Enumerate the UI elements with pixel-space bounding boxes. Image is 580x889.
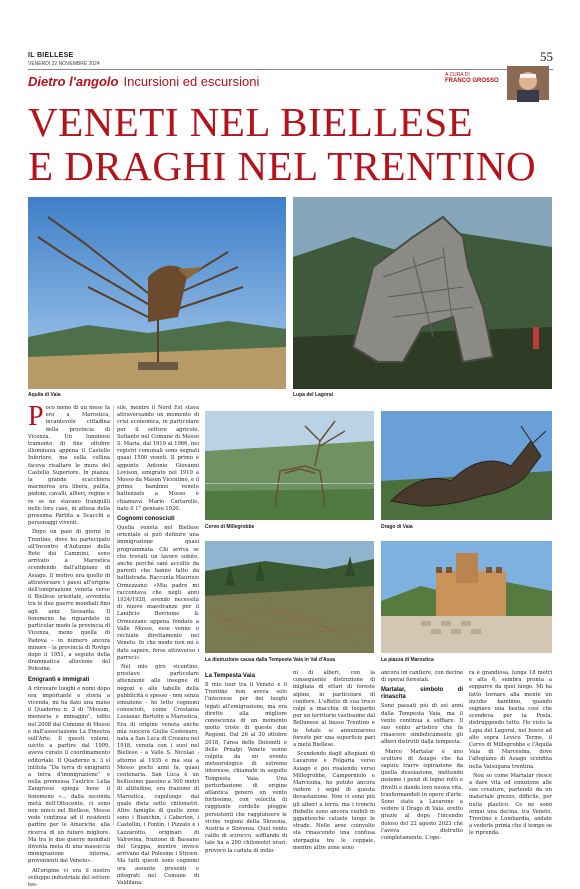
caption-storm: La distruzione causa dalla Tempesta Vaia in Val d'Assa: [205, 657, 336, 663]
headline-line-1: VENETI NEL BIELLESE: [28, 99, 474, 145]
article-column-6: [469, 670, 552, 837]
deer-photo: [205, 411, 374, 520]
subheading: Emigranti e immigrati: [28, 676, 90, 683]
paragraph: Nel mio giro vicentino, prestavo particolare attenzione alle insegne di negozi e alle tabelle della pubblicità e spesso - non senza emozione - ho letto cognomi conosciuti, come Crestania Lusianac Bertolin a Marostica, Era di origine veneta anche mia suocera Giulia Costenaro, nata a San Luca di Crosara nel 1918, venuta con i suoi nel Biellese - a Valle S. Nicolao - attorno al 1935 e ma sua a Mosso pochi anni fa, quasi centenaria. San Luca è un bellissimo paesino a 500 metri di altitudine, ora frazione di Marostica, capoluogo dal quale dista sette chilometri. Altre famiglie di quelle zone sono i Bianchin, i Caberlon, i Castellin, i Fontin, i Pizzato e i Lazzarotto, originari di Valrovina, frazione di Bassano del Grappa, mentre invece arrivano dal Polesine i Stivien. Ma tutti questi sono cognomi ora assunto presenti e integrati nel Comune di Valdilana.: [117, 663, 199, 886]
paragraph: Sono passati più di sei anni dalla Tempesta Vaia, ma il vento continua a soffiare. Il suo vento artistico che fa rinascere simbolicamente gli alberi distrutti dalla tempesta.: [381, 703, 463, 746]
header-rule: [28, 69, 553, 70]
wolf-photo: [293, 197, 552, 389]
dragon-photo: [381, 411, 552, 520]
caption-dragon: Drago di Vaia: [381, 524, 413, 530]
subheading: La Tempesta Vaia: [205, 673, 255, 679]
paragraph: A ritrovare luoghi e nomi dopo era importante e storia a vicenda, mi ha dato una mano il Quaderno n. 3 di “Mosum, memoria e immagini”, edito nel 2008 dal Comune di Mosso e dall'associazione La Finestra sull'Arte. Il questi volumi, uscito a partire dal 1999, aveva curato il coordinamento editoriale. Il Quaderno n. 3 si intitola “Da terra di emigranti a terra d'immigrazione” e nella premessa l'autrice Lelia Zangrossi spiega bene il fenomeno «... dalla seconda metà dell'Ottocento, ci sono non unico nel Biellese, Mosso vede continua ad il residenti partire per le Americhe, alla ricerca di un futuro migliore. Ma tra le due guerre mondiali diventa meta di una massiccia immigrazione interna, provenienti dal Veneto».: [28, 685, 110, 865]
paragraph: Non so come Martalar riesce a dare vita ed emozione alle sue creature, partendo da un materiale grezzo, difficile, per nulla plastico. Ce ne sono ormai una decina, tra Veneto, Trentino e Lombardia, andate a vederle prima che il tempo se le riprenda.: [469, 772, 552, 837]
paragraph: ni di alberi, con la conseguente distruzione di migliaia di ettari di foreste alpine, in particolare di conifere. L'effetto di sua troco colpì a macchia di leopardo per un territorio vastissimo dal Bellunese al basso Trentino e in totale si annunzarono foreste per una superficie pari a metà Biellese.: [293, 670, 375, 749]
caption-piazza: La piazza di Marostica: [381, 657, 434, 663]
article-column-2: [117, 405, 199, 886]
paragraph: Quella veneta nel Biellese orientale si può definire una immigrazione quasi programmata. Chi arriva se che trovati un lavoro subito, anche perché sanì accolto da parenti che hanno fatto da battistrada. Racconta Maurizio Ormezzano: «Mio padre mi raccontava che negli anni 1924/1928, avendo necessità di nuove maestranze per il Lanificio Borriome & Ormezzano appena fondato a Valle Mosso, esse venne o recluate direttamente nel Veneto. In che modo non mi è dato sapere, forse attraverso i parroci».: [117, 525, 199, 661]
section-kicker: Dietro l'angolo: [28, 73, 119, 89]
section-bar: [28, 72, 259, 90]
subheading: Martalar, simbolo di rinascita: [381, 687, 463, 701]
subheading: Cognomi conosciuti: [117, 516, 175, 523]
article-column-3: [205, 670, 287, 854]
byline-name: FRANCO GROSSO: [445, 78, 499, 84]
paragraph: Il mio tour tra il Veneto e il Trentino non aveva solo l'interesse per dei luoghi legati all'emigrazione, ma era diretto alla migliore conoscenza di un momento molto triste di queste due Regioni. Dal 26 al 30 ottobre 2018, l'area delle Dolomiti e delle Prealpi Venete venne colpita da un evento meteorologico di estremo interesse, chiamato in seguito Tempesta Vaia. Una perturbazione di origine atlantica generò un vento fortissimo, con velocità di raggiunte cordelle pioggie persistenti che raggiunsero le vicine regioni della Slovenia, Austria e Slovenia. Quel vento caldo di scirocco, soffiando di tale ha a 200 chilometri orari, provocò la caduta di milio-: [205, 682, 287, 854]
paragraph: Dopo un paio di giorni in Trentino, dove ho partecipato all'Incontro d'Autunno della Rete dei Cammini, sono arrivato a Marostica scendendo dall'altipiano di Asiago. Il motivo era quello di attraversare i paesi all'origine dell'emigrazione veneta verso il Biellese orientale, avvenuta tra le due guerre mondiali fino agli anni Sessanta. Il fenomeno ha riguardato in particolar modo la provincia di Vicenza, meno quella di Padova – in numero ancora minore - la provincia di Rovigo dopo il 1951, a seguito della drammatica alluvione del Polesine.: [28, 529, 110, 673]
paragraph: ra è grandiosa, lunga 18 metri e alta 6, sembra pronta a sopparre da quel luogo. Mi ha fatto tornare alla mente un incubo bambino, quando sognavo una bestia così che scendeva per la Posla, distruggendo tutto. Ho visto la Lupa del Lagorai, nel bosco ad alto sopra Levico Terme, il Cervo di Millegrobbe e l'Aquila Vaia di Marcesina, dove l'altopiano di Asiago sconfina nella Valsugana trentina.: [469, 670, 552, 770]
column-rule: [113, 405, 114, 825]
eagle-photo: [28, 197, 286, 389]
article-column-4: [293, 670, 375, 851]
caption-deer: Cervo di Millegrobbe: [205, 524, 255, 530]
article-column-1: [28, 401, 110, 888]
paragraph: All'origine vi era il nostro sviluppo industriale del settore tes-: [28, 867, 110, 888]
paragraph: sile, mentre il Nord Est stava attraversando un momento di crisi economica, in particolare per il settore agricolo. Soltanto nel Comune di Mosso S. Maria, dal 1919 al 1966, nei registri comunali sono segnati quasi 1500 veneti. Il primo è appunto Antonio Giovanni Lovison, emigrato nel 1919 a Mosso da Mason Vicentino, e il primo bambino veneto battezzato a Mosso è chiamava Mario Cartarello, nato il 1° gennaio 1920.: [117, 405, 199, 512]
storm-photo: [205, 541, 374, 653]
byline-kicker: A CURA DI: [445, 72, 470, 78]
paper-name: IL BIELLESE: [28, 52, 74, 59]
caption-wolf: Lupa del Lagorai: [293, 392, 334, 398]
article-column-5: [381, 670, 463, 842]
paragraph: Scendendo dagli altopiani di Lavarone e Folgaria verso Asiago e poi risalendo verso Millegrobbe, Camporniolo e Marcesina, ho potuto ancora vedere i segni di questa devastazione. Non ci sono più gli alberi a terra, ma i tronchi disbelle sono ancora visibili in giganteschè cataste lungo le strade. Nelle aree coinvolte sta rinascendo una confusa sterpaglia tra le ceppaie, mentre altre zone sono: [293, 751, 375, 851]
author-photo: [507, 66, 549, 100]
paragraph: [28, 401, 110, 527]
paper-date: VENERDÌ 22 NOVEMBRE 2024: [28, 61, 100, 67]
paragraph: ancora un cantiere, con decine di operai forestali.: [381, 670, 463, 684]
caption-eagle: Aquila di Vaia: [28, 392, 61, 398]
section-title: Incursioni ed escursioni: [123, 73, 260, 89]
paragraph-text: oco meno di un mese fa ero a Marostica, incantevole cittadina della provincia di Vicenza. Un luminoso tramonto di fine ottobre illuminava appena il Castello Inferiore, ma sulla collina faceva risaltare le mura del Castello Superiore. In piazza, la grande scacchiera marmorea era libera, pulita, pedoni, cavalli, alfieri, regine e re se ne stavano tranquilli nelle loro case, in attesa della prossima Partita a Scacchi a personaggi viventi.: [28, 405, 110, 527]
byline: [445, 72, 505, 84]
dropcap: P: [28, 401, 44, 432]
headline-line-2: E DRAGHI NEL TRENTINO: [28, 143, 537, 189]
piazza-photo: [381, 541, 552, 653]
paragraph: Marco Martalar è uno scultore di Asiago che ha saputo trarre ispirazione da quella desolazione, mettendo insieme i pezzi di legno rotti e divelti e dando loro nuova vita, trasformandoli in opere d'arte. Sono stato a Lavarone a vedere il Drago di Vaia, eretto grazie al dopo l'incendio doloso del 22 agosto 2023 che l'aveva distrutto completamente. L'ope-: [381, 748, 463, 842]
page-number: 55: [540, 49, 553, 64]
headline: [28, 100, 553, 188]
